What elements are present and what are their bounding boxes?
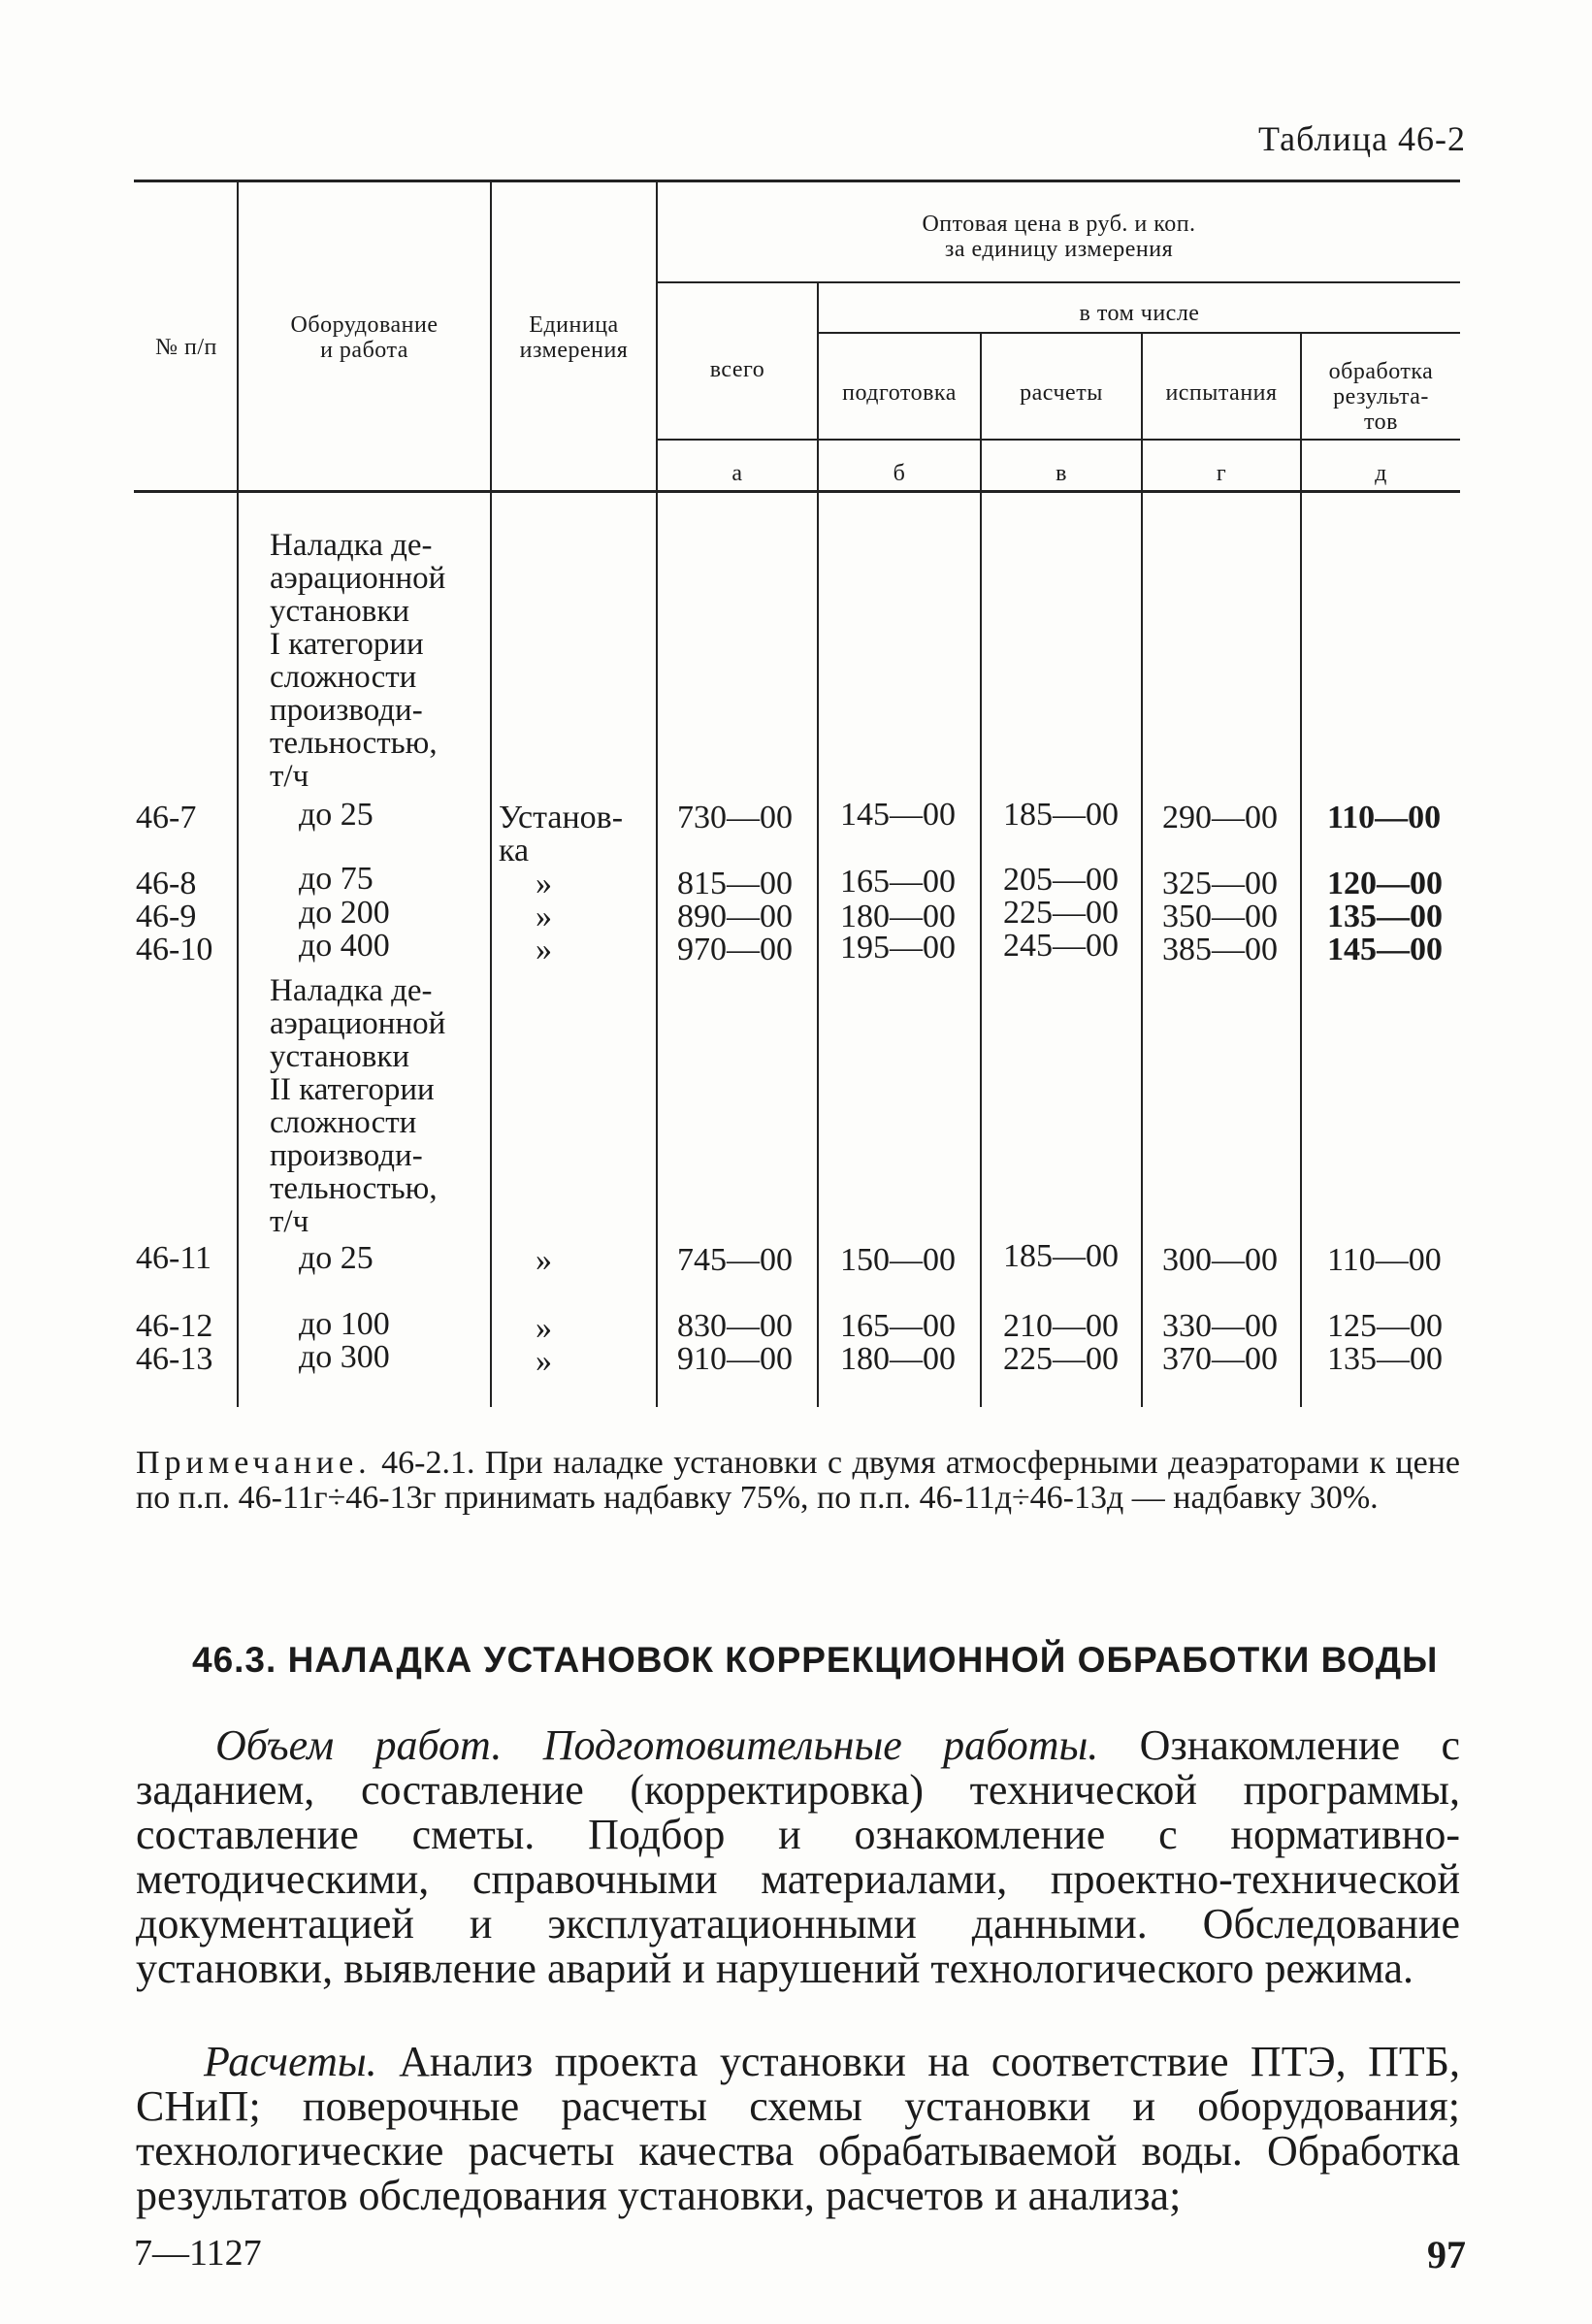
row-test: 370—00 [1162,1341,1278,1377]
row-equipment: до 25 [299,797,374,833]
header-calc: расчеты [1020,380,1103,406]
col-divider-7 [1300,334,1302,1407]
header-price-group: Оптовая цена в руб. и коп. за единицу измерения [922,212,1196,262]
row-num: 46-9 [136,899,197,934]
row-num: 46-8 [136,866,197,901]
row-calc: 210—00 [1003,1308,1119,1344]
row-prep: 165—00 [840,864,956,900]
paragraph-text: Ознакомление с заданием, составление (корректировка) технической программы, составление сметы. Подбор и ознакомление с нормативно-методическими, справочными материалами, проектно-технической документацией и эксплуатационными данными. Обследование установки, выявление аварий и нарушений технологического режима. [136,1721,1460,1992]
row-unit: » [536,932,552,967]
letter-a: а [731,461,743,486]
header-including: в том числе [1079,301,1200,326]
row-test: 350—00 [1162,899,1278,934]
row-num: 46-11 [136,1240,212,1276]
table-top-rule [134,180,1460,182]
group-title: Наладка де- аэрационной установки I категории сложности производи- тельностью, т/ч [270,528,446,794]
row-calc: 185—00 [1003,1238,1119,1274]
row-num: 46-10 [136,932,213,967]
row-test: 300—00 [1162,1242,1278,1278]
row-test: 385—00 [1162,932,1278,967]
row-proc: 110—00 [1327,800,1442,835]
row-equipment: до 200 [299,895,390,931]
header-unit: Единица измерения [519,312,629,363]
col-divider-1 [237,182,239,1407]
row-proc: 125—00 [1327,1308,1443,1344]
paragraph-text: Анализ проекта установки на соответствие ПТЭ, ПТБ, СНиП; поверочные расчеты схемы установки и оборудования; технологические расчеты качества обрабатываемой воды. Обработка результатов обследования установки, расчетов и анализа; [136,2038,1460,2219]
col-divider-6 [1141,334,1143,1407]
row-calc: 205—00 [1003,862,1119,898]
header-bottom-rule [134,490,1460,493]
row-proc: 120—00 [1327,866,1443,901]
letter-v: в [1056,461,1067,486]
row-total: 745—00 [677,1242,793,1278]
row-prep: 145—00 [840,797,956,833]
row-num: 46-13 [136,1341,213,1377]
row-calc: 185—00 [1003,797,1119,833]
col-divider-2 [490,182,492,1407]
row-proc: 135—00 [1327,899,1443,934]
table-note [136,1446,1460,1516]
row-equipment: до 100 [299,1306,390,1342]
row-total: 890—00 [677,899,793,934]
row-unit: » [536,1310,552,1346]
row-total: 970—00 [677,932,793,967]
table-caption: Таблица 46-2 [1258,119,1466,158]
row-num: 46-7 [136,800,197,835]
header-test: испытания [1165,380,1278,406]
letter-g: г [1216,461,1227,486]
subheader-rule [656,439,1460,441]
note-label: Примечание. [136,1445,372,1481]
row-calc: 225—00 [1003,1341,1119,1377]
row-equipment: до 400 [299,928,390,964]
price-group-rule [656,281,1460,283]
row-equipment: до 75 [299,861,374,897]
paragraph-lead: Расчеты. [204,2038,377,2085]
row-test: 290—00 [1162,800,1278,835]
row-unit: Установ- ка [499,800,624,868]
row-total: 730—00 [677,800,793,835]
note-text: 46-2.1. При наладке установки с двумя атмосферными деаэраторами к цене по п.п. 46-11г÷46-13г принимать надбавку 75%, по п.п. 46-11д÷46-13д — надбавку 30%. [136,1445,1460,1516]
row-unit: » [536,866,552,901]
header-total: всего [709,357,765,382]
col-divider-5 [980,334,982,1407]
paragraph-calculations [136,2040,1460,2218]
row-prep: 180—00 [840,899,956,934]
row-total: 830—00 [677,1308,793,1344]
letter-d: д [1375,461,1387,486]
paragraph-scope [136,1723,1460,1991]
row-proc: 145—00 [1327,932,1443,967]
row-calc: 245—00 [1003,928,1119,964]
row-proc: 135—00 [1327,1341,1443,1377]
letter-b: б [893,461,906,486]
row-prep: 150—00 [840,1242,956,1278]
section-title: 46.3. НАЛАДКА УСТАНОВОК КОРРЕКЦИОННОЙ ОБРАБОТКИ ВОДЫ [192,1640,1439,1680]
header-num: № п/п [155,335,217,360]
row-unit: » [536,1242,552,1278]
row-num: 46-12 [136,1308,213,1344]
row-prep: 165—00 [840,1308,956,1344]
row-total: 815—00 [677,866,793,901]
header-prep: подготовка [842,380,957,406]
row-test: 330—00 [1162,1308,1278,1344]
header-proc: обработка результа- тов [1328,359,1434,435]
paragraph-lead: Объем работ. Подготовительные работы. [215,1721,1099,1769]
header-equipment: Оборудование и работа [290,312,439,363]
group-title: Наладка де- аэрационной установки II категории сложности производи- тельностью, т/ч [270,973,446,1239]
including-rule [817,332,1460,334]
row-prep: 195—00 [840,930,956,966]
row-unit: » [536,899,552,934]
row-equipment: до 300 [299,1339,390,1375]
row-test: 325—00 [1162,866,1278,901]
row-prep: 180—00 [840,1341,956,1377]
page-number: 97 [1427,2233,1466,2276]
row-calc: 225—00 [1003,895,1119,931]
printer-signature: 7—1127 [134,2233,262,2274]
row-equipment: до 25 [299,1240,374,1276]
col-divider-4 [817,283,819,1407]
row-proc: 110—00 [1327,1242,1442,1278]
row-unit: » [536,1343,552,1379]
row-total: 910—00 [677,1341,793,1377]
